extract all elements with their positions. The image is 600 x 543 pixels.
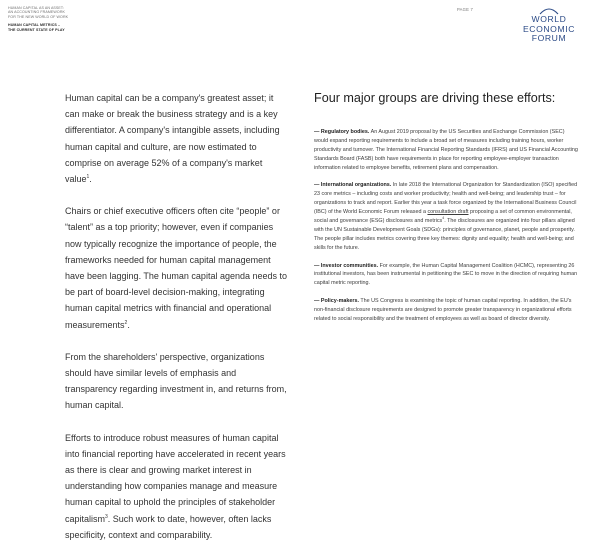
consultation-draft-link[interactable]: consultation draft — [427, 209, 469, 216]
group-text: The US Congress is examining the topic of human capital reporting. In addition, the EU's non-financial disclosure requirements are designed to promote greater transparency in organizational efforts related to social responsibility and the treatment of employees as well as board of director diversity. — [314, 298, 572, 322]
logo-line: WORLD — [531, 14, 567, 24]
group-text: In late 2018 the International Organization for Standardization (ISO) specified 23 core metrics – including costs and worker productivity; health and well-being; and leadership trust – for organizations to track and report. Earlier this year a task force organized by the International Business Council (IBC) of the World Economic Forum released a — [314, 182, 578, 216]
page-number: PAGE 7 — [457, 7, 474, 12]
paragraph-text: . Such work to date, however, often lacks specificity, context and comparability. — [65, 513, 272, 540]
document-title-line: FOR THE NEW WORLD OF WORK — [8, 14, 69, 19]
group-item — [314, 128, 580, 173]
group-item — [314, 262, 580, 289]
group-lead: — International organizations. — [314, 182, 392, 189]
document-title — [8, 6, 168, 19]
document-title-line: AN ACCOUNTING FRAMEWORK — [8, 10, 66, 15]
wef-logo — [519, 6, 579, 50]
footnote-ref[interactable]: 2 — [124, 319, 128, 326]
intro-paragraph — [65, 430, 289, 543]
paragraph-text: Human capital can be a company's greatest asset; it can make or break the business strategy and is a key differentiator. A company's intangible assets, including human capital and culture, are now estimated to comprise on average 52% of a company's market value — [65, 93, 280, 185]
group-text: . The disclosures are organized into four pillars aligned with the UN Sustainable Development Goals (SDGs): principles of governance, planet, people and prosperity. The people pillar includes metrics covering three key themes: dignity and equality; health and well-being; and skills for the future. — [314, 218, 575, 251]
footnote-ref[interactable]: 4 — [442, 216, 445, 221]
document-title-line: HUMAN CAPITAL AS AN ASSET: — [8, 6, 64, 10]
intro-paragraph — [65, 203, 289, 333]
intro-column — [65, 90, 289, 543]
groups-heading: Four major groups are driving these efforts: — [314, 91, 556, 105]
section-title — [8, 23, 168, 32]
paragraph-end: . — [127, 319, 130, 330]
group-item — [314, 181, 580, 252]
logo-line: ECONOMIC — [522, 23, 576, 34]
intro-paragraph — [65, 349, 289, 414]
group-lead: — Regulatory bodies. — [314, 129, 370, 135]
footnote-ref[interactable]: 1 — [86, 174, 90, 181]
group-text: For example, the Human Capital Management Coalition (HCMC), representing 26 institutional investors, has been instrumental in petitioning the SEC to move in the direction of requiring human capital metric reporting. — [314, 262, 578, 287]
group-item — [314, 297, 580, 324]
footnote-ref[interactable]: 3 — [105, 513, 108, 520]
group-lead: — Investor communities. — [314, 262, 379, 269]
paragraph-end: . — [89, 174, 92, 185]
intro-paragraph — [65, 90, 289, 187]
group-lead: — Policy-makers. — [314, 298, 359, 305]
paragraph-text: Chairs or chief executive officers often cite “people” or “talent” as a top priority; however, even if companies now typically recognize the importance of people, the frameworks needed for human capital management have been lagging. The human capital agenda needs to be part of board-level decision-making, integrating human capital metrics with financial and operational measurements — [65, 206, 288, 330]
logo-line: FORUM — [531, 33, 567, 44]
group-text: An August 2019 proposal by the US Securities and Exchange Commission (SEC) would expand reporting requirements to include a broad set of measures including training hours, worker productivity and turnover. The International Financial Reporting Standards (IFRS) and US Financial Accounting Standards Board (FASB) both have requirements in place for reporting employee-employer transaction information related to employee benefits, retirement plans and compensation. — [314, 129, 578, 171]
running-header — [8, 6, 168, 32]
groups-column — [314, 90, 580, 324]
section-title-line: THE CURRENT STATE OF PLAY — [8, 27, 65, 32]
paragraph-text: From the shareholders' perspective, organizations should have similar levels of emphasis and transparency regarding investment in, and returns from, human capital. — [65, 351, 287, 411]
section-title-line: HUMAN CAPITAL METRICS – — [8, 23, 61, 28]
group-text: proposing a set of common environmental, social and governance (ESG) disclosures and metrics — [314, 209, 572, 225]
logo-wordmark — [519, 15, 579, 44]
paragraph-text: Efforts to introduce robust measures of human capital into financial reporting have accelerated in recent years as there is clear and growing market interest in understanding how companies manage and measure human capital to uphold the principles of stakeholder capitalism — [65, 432, 286, 524]
